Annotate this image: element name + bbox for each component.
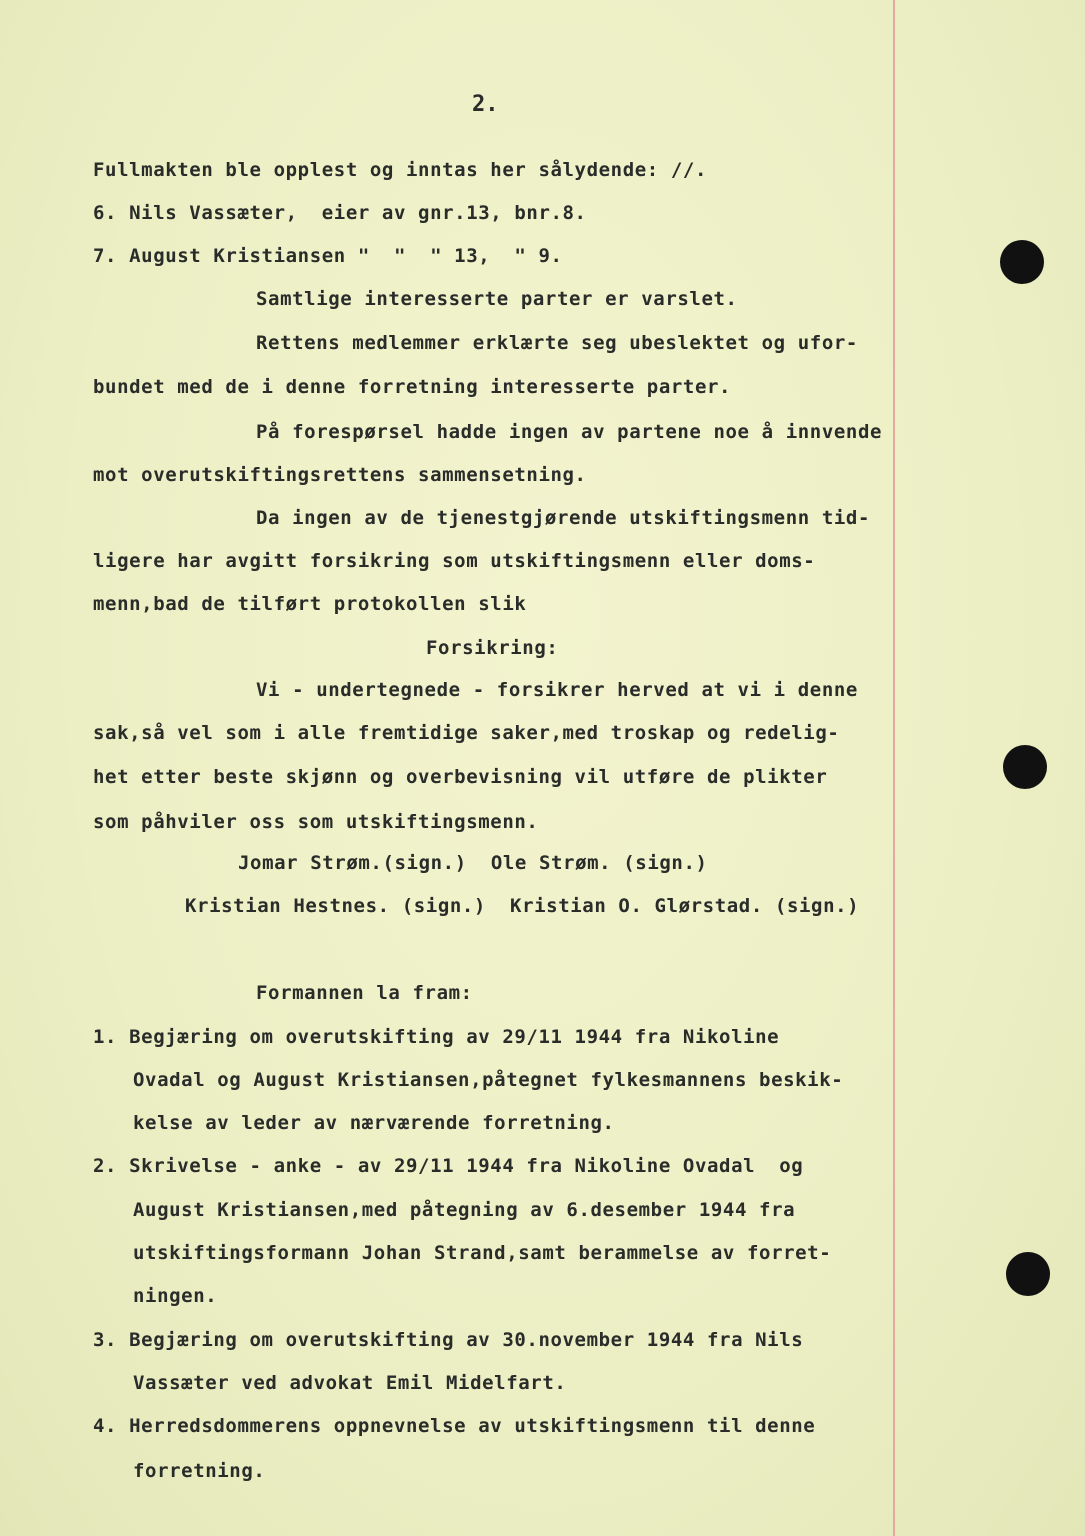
text-line: ningen.: [133, 1285, 218, 1307]
text-line: sak,så vel som i alle fremtidige saker,med troskap og redelig-: [93, 722, 840, 744]
text-line: forretning.: [133, 1460, 266, 1482]
margin-line: [893, 0, 895, 1536]
text-line: På forespørsel hadde ingen av partene noe å innvende: [256, 421, 883, 443]
text-line: Fullmakten ble opplest og inntas her sålydende: //.: [93, 159, 707, 181]
text-line: Vi - undertegnede - forsikrer herved at vi i denne: [256, 679, 858, 701]
text-line: ligere har avgitt forsikring som utskiftingsmenn eller doms-: [93, 550, 816, 572]
text-line: kelse av leder av nærværende forretning.: [133, 1112, 615, 1134]
text-line: 7. August Kristiansen " " " 13, " 9.: [93, 245, 563, 267]
text-line: Forsikring:: [426, 637, 559, 659]
list-item: 4. Herredsdommerens oppnevnelse av utskiftingsmenn til denne: [93, 1415, 816, 1437]
text-line: bundet med de i denne forretning interesserte parter.: [93, 376, 732, 398]
list-item: 1. Begjæring om overutskifting av 29/11 1944 fra Nikoline: [93, 1026, 780, 1048]
text-line: Formannen la fram:: [256, 982, 473, 1004]
text-line: 6. Nils Vassæter, eier av gnr.13, bnr.8.: [93, 202, 587, 224]
text-line: Da ingen av de tjenestgjørende utskiftingsmenn tid-: [256, 507, 870, 529]
list-item: 2. Skrivelse - anke - av 29/11 1944 fra Nikoline Ovadal og: [93, 1155, 804, 1177]
text-line: menn,bad de tilført protokollen slik: [93, 593, 527, 615]
page-number: 2.: [472, 92, 499, 117]
text-line: het etter beste skjønn og overbevisning vil utføre de plikter: [93, 766, 828, 788]
text-line: utskiftingsformann Johan Strand,samt berammelse av forret-: [133, 1242, 832, 1264]
punch-hole-middle: [1003, 745, 1047, 789]
text-line: mot overutskiftingsrettens sammensetning.: [93, 464, 587, 486]
signature-line: Jomar Strøm.(sign.) Ole Strøm. (sign.): [238, 852, 708, 874]
text-line: Rettens medlemmer erklærte seg ubeslektet og ufor-: [256, 332, 858, 354]
text-line: Samtlige interesserte parter er varslet.: [256, 288, 738, 310]
text-line: August Kristiansen,med påtegning av 6.desember 1944 fra: [133, 1199, 796, 1221]
text-line: Vassæter ved advokat Emil Midelfart.: [133, 1372, 567, 1394]
punch-hole-top: [1000, 240, 1044, 284]
text-line: som påhviler oss som utskiftingsmenn.: [93, 811, 539, 833]
signature-line: Kristian Hestnes. (sign.) Kristian O. Glørstad. (sign.): [185, 895, 860, 917]
list-item: 3. Begjæring om overutskifting av 30.november 1944 fra Nils: [93, 1329, 804, 1351]
text-line: Ovadal og August Kristiansen,påtegnet fylkesmannens beskik-: [133, 1069, 844, 1091]
punch-hole-bottom: [1006, 1252, 1050, 1296]
